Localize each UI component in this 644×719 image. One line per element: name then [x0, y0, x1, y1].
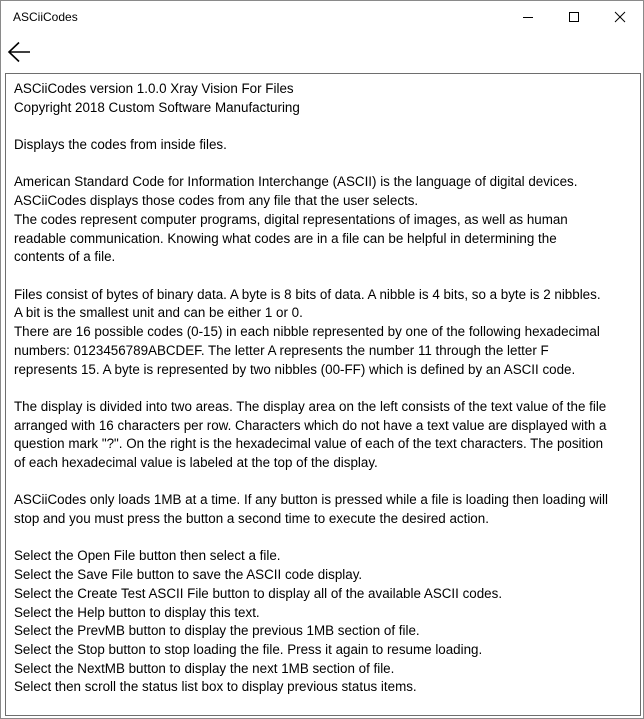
help-text-line: stop and you must press the button a second time to execute the desired action.	[14, 511, 489, 527]
help-text-line: ASCiiCodes displays those codes from any file that the user selects.	[14, 193, 419, 209]
navigation-bar	[1, 33, 643, 73]
help-text-line: Select the PrevMB button to display the previous 1MB section of file.	[14, 623, 420, 639]
help-text-line: ASCiiCodes version 1.0.0 Xray Vision For Files	[14, 81, 294, 96]
help-text-box[interactable]	[5, 73, 641, 716]
title-bar[interactable]	[1, 1, 643, 33]
help-text-line: The codes represent computer programs, digital representations of images, as well as human	[14, 211, 568, 227]
help-paragraph	[14, 136, 632, 155]
help-text-line: ASCiiCodes only loads 1MB at a time. If any button is pressed while a file is loading then loading will	[14, 492, 608, 508]
help-paragraph	[14, 547, 632, 697]
help-paragraph	[14, 173, 632, 267]
help-text-line: A bit is the smallest unit and can be either 1 or 0.	[14, 305, 303, 321]
help-text-line: contents of a file.	[14, 249, 116, 265]
minimize-icon	[522, 11, 534, 23]
close-icon	[614, 11, 626, 23]
back-button[interactable]	[1, 33, 37, 71]
help-text-content	[14, 80, 632, 697]
maximize-button[interactable]	[551, 1, 597, 33]
help-text-line: of each hexadecimal value is labeled at the top of the display.	[14, 455, 378, 470]
window-title: ASCiiCodes	[13, 10, 78, 24]
help-text-line: American Standard Code for Information Interchange (ASCII) is the language of digital devices.	[14, 174, 578, 190]
help-text-line: numbers: 0123456789ABCDEF. The letter A represents the number 11 through the letter F	[14, 342, 549, 358]
close-button[interactable]	[597, 1, 643, 33]
help-text-line: The display is divided into two areas. The display area on the left consists of the text value of the file	[14, 398, 607, 414]
arrow-left-icon	[7, 41, 31, 63]
help-text-line: Select the Open File button then select a file.	[14, 548, 281, 564]
help-paragraph	[14, 398, 632, 473]
help-text-line: Select the NextMB button to display the next 1MB section of file.	[14, 660, 395, 676]
help-text-line: Copyright 2018 Custom Software Manufacturing	[14, 99, 300, 115]
help-text-line: readable communication. Knowing what codes are in a file can be helpful in determining the	[14, 230, 557, 246]
help-text-line: represents 15. A byte is represented by two nibbles (00-FF) which is defined by an ASCII code.	[14, 361, 576, 377]
help-text-line: arranged with 16 characters per row. Characters which do not have a text value are displayed with a	[14, 417, 607, 433]
help-paragraph	[14, 80, 632, 117]
help-text-line: Select the Save File button to save the ASCII code display.	[14, 567, 363, 583]
help-paragraph	[14, 286, 632, 380]
maximize-icon	[568, 11, 580, 23]
help-text-line: There are 16 possible codes (0-15) in each nibble represented by one of the following hexadecimal	[14, 324, 600, 340]
help-text-line: Select the Create Test ASCII File button to display all of the available ASCII codes.	[14, 585, 503, 601]
minimize-button[interactable]	[505, 1, 551, 33]
help-text-line: question mark "?". On the right is the hexadecimal value of each of the text characters. The position	[14, 436, 604, 452]
help-text-line: Select the Help button to display this text.	[14, 604, 260, 620]
help-text-line: Displays the codes from inside files.	[14, 137, 227, 153]
help-text-line: Select the Stop button to stop loading the file. Press it again to resume loading.	[14, 642, 483, 657]
help-text-line: Files consist of bytes of binary data. A byte is 8 bits of data. A nibble is 4 bits, so a byte is 2 nibbles.	[14, 286, 601, 302]
help-text-line: Select then scroll the status list box to display previous status items.	[14, 679, 417, 695]
help-paragraph	[14, 491, 632, 528]
